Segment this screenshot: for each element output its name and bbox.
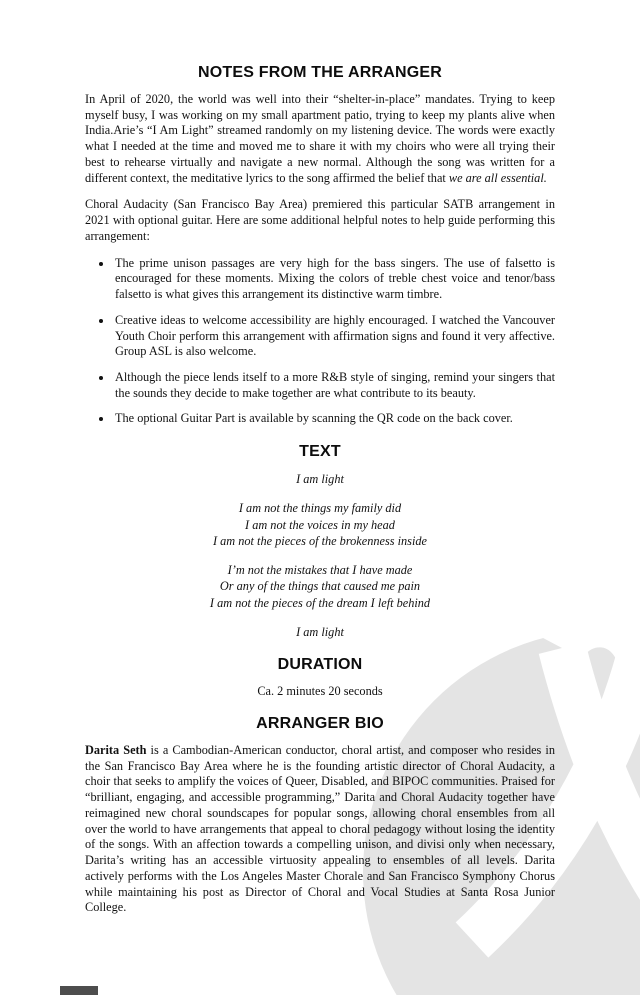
notes-from-arranger-heading: NOTES FROM THE ARRANGER xyxy=(197,64,442,81)
lyric-line: I am not the things my family did xyxy=(238,501,402,516)
premiere-paragraph: Choral Audacity (San Francisco Bay Area) premiered this particular SATB arrangement in 2021 with optional guitar. Here are some additional helpful notes to help guide performing this arrangement: xyxy=(85,197,555,243)
intro-paragraph xyxy=(85,92,555,186)
lyric-line: I am not the pieces of the brokenness inside xyxy=(212,533,427,548)
intro-paragraph-text: In April of 2020, the world was well into their “shelter-in-place” mandates. Trying to keep myself busy, I was working on my small apartment patio, trying to keep my plants alive when India.Arie’s “I Am Light” streamed randomly on my listening device. The words were exactly what I needed at the time and moved me to share it with my choirs who were all trying their best to rehearse virtually and navigate a new normal. Although the song was written for a different context, the meditative lyrics to the song affirmed the belief that xyxy=(85,92,555,185)
lyric-line: I am not the pieces of the dream I left behind xyxy=(209,595,431,610)
arranger-bio-heading: ARRANGER BIO xyxy=(256,714,384,732)
duration-heading: DURATION xyxy=(277,655,363,673)
list-item-style-note: • Although the piece lends itself to a more R&B style of singing, remind your singers that the sounds they decide to make together are what contribute to its beauty. xyxy=(113,370,555,401)
list-item-falsetto-note: • The prime unison passages are very high for the bass singers. The use of falsetto is encouraged for these moments. Mixing the colors of treble chest voice and tenor/bass falsetto is what gives this arrangement its distinctive warm timbre. xyxy=(113,256,555,303)
performance-notes-list xyxy=(85,256,555,428)
arranger-bio-text: is a Cambodian-American conductor, choral artist, and composer who resides in the San Francisco Bay Area where he is the founding artistic director of Choral Audacity, a choir that seeks to amplify the voices of Queer, Disabled, and BIPOC communities. Praised for “brilliant, engaging, and accessible programming,” Darita and Choral Audacity together have reimagined new choral soundscapes for popular songs, allowing choral ensembles from all over the world to have arrangements that appeal to choral pedagogy without losing the identity of the songs. With an affection towards a compelling unison, and divisi only when necessary, Darita’s writing has an accessible virtuosity appealing to ensembles of all levels. Darita actively performs with the Los Angeles Master Chorale and San Francisco Symphony Chorus while maintaining his post as Director of Choral and Vocal Studies at Santa Rosa Junior College. xyxy=(85,742,555,915)
list-item-guitar-part-note: • The optional Guitar Part is available by scanning the QR code on the back cover. xyxy=(113,411,555,427)
arranger-name: Darita Seth xyxy=(85,742,147,757)
arranger-bio-paragraph xyxy=(85,743,555,916)
lyric-stanza-3 xyxy=(85,562,555,611)
lyric-stanza-1 xyxy=(85,471,555,487)
lyric-stanza-4 xyxy=(85,624,555,640)
text-heading: TEXT xyxy=(299,443,341,461)
lyric-stanza-2 xyxy=(85,500,555,549)
lyric-line: I am light xyxy=(296,624,344,639)
lyric-line: I am light xyxy=(296,472,344,487)
intro-paragraph-italic-phrase: we are all essential. xyxy=(448,170,547,185)
lyric-line: I’m not the mistakes that I have made xyxy=(227,563,413,578)
list-item-accessibility-note: • Creative ideas to welcome accessibility are highly encouraged. I watched the Vancouver Youth Choir perform this arrangement with affirmation signs and found it very affective. Group ASL is also welcome. xyxy=(113,313,555,360)
lyric-line: I am not the voices in my head xyxy=(245,517,395,532)
duration-value: Ca. 2 minutes 20 seconds xyxy=(257,683,383,698)
page-footer-mark xyxy=(60,986,98,995)
page-content xyxy=(85,64,555,927)
lyric-line: Or any of the things that caused me pain xyxy=(219,579,421,594)
